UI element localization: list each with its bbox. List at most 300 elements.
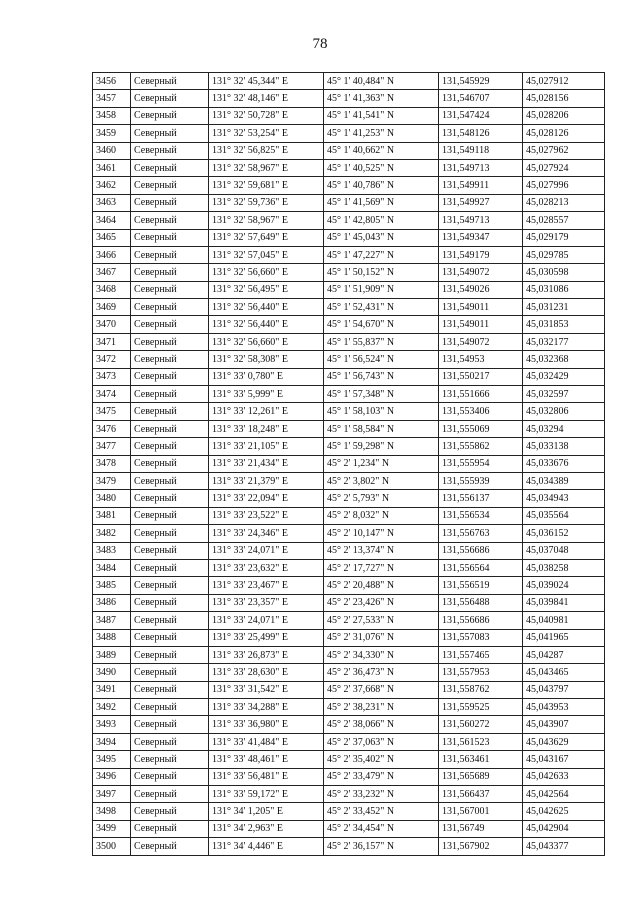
latitude-decimal-cell: 45,032806 <box>523 403 605 420</box>
longitude-decimal-cell: 131,549713 <box>439 159 523 176</box>
longitude-decimal-cell: 131,563461 <box>439 751 523 768</box>
longitude-decimal-cell: 131,545929 <box>439 73 523 90</box>
longitude-dms-cell: 131° 33' 34,288" E <box>209 699 324 716</box>
longitude-decimal-cell: 131,549118 <box>439 142 523 159</box>
point-number-cell: 3489 <box>93 646 131 663</box>
direction-cell: Северный <box>131 733 209 750</box>
point-number-cell: 3498 <box>93 803 131 820</box>
table-row <box>93 577 605 594</box>
longitude-decimal-cell: 131,556488 <box>439 594 523 611</box>
direction-cell: Северный <box>131 664 209 681</box>
longitude-dms-cell: 131° 32' 59,736" E <box>209 194 324 211</box>
longitude-decimal-cell: 131,557465 <box>439 646 523 663</box>
longitude-decimal-cell: 131,567001 <box>439 803 523 820</box>
point-number-cell: 3496 <box>93 768 131 785</box>
latitude-decimal-cell: 45,027962 <box>523 142 605 159</box>
latitude-decimal-cell: 45,042625 <box>523 803 605 820</box>
latitude-decimal-cell: 45,032368 <box>523 351 605 368</box>
longitude-dms-cell: 131° 33' 21,434" E <box>209 455 324 472</box>
latitude-dms-cell: 45° 2' 37,668" N <box>324 681 439 698</box>
latitude-decimal-cell: 45,043797 <box>523 681 605 698</box>
point-number-cell: 3466 <box>93 246 131 263</box>
direction-cell: Северный <box>131 838 209 855</box>
latitude-decimal-cell: 45,036152 <box>523 525 605 542</box>
longitude-decimal-cell: 131,549072 <box>439 333 523 350</box>
latitude-dms-cell: 45° 1' 55,837" N <box>324 333 439 350</box>
latitude-decimal-cell: 45,043953 <box>523 699 605 716</box>
table-row <box>93 281 605 298</box>
latitude-dms-cell: 45° 1' 45,043" N <box>324 229 439 246</box>
longitude-dms-cell: 131° 32' 57,045" E <box>209 246 324 263</box>
latitude-decimal-cell: 45,042904 <box>523 820 605 837</box>
table-row <box>93 368 605 385</box>
table-row <box>93 246 605 263</box>
latitude-dms-cell: 45° 2' 33,479" N <box>324 768 439 785</box>
longitude-decimal-cell: 131,556686 <box>439 612 523 629</box>
longitude-decimal-cell: 131,549911 <box>439 177 523 194</box>
direction-cell: Северный <box>131 681 209 698</box>
longitude-decimal-cell: 131,557083 <box>439 629 523 646</box>
direction-cell: Северный <box>131 316 209 333</box>
longitude-decimal-cell: 131,561523 <box>439 733 523 750</box>
point-number-cell: 3460 <box>93 142 131 159</box>
direction-cell: Северный <box>131 420 209 437</box>
direction-cell: Северный <box>131 594 209 611</box>
latitude-decimal-cell: 45,028156 <box>523 90 605 107</box>
direction-cell: Северный <box>131 264 209 281</box>
point-number-cell: 3492 <box>93 699 131 716</box>
latitude-decimal-cell: 45,042633 <box>523 768 605 785</box>
point-number-cell: 3485 <box>93 577 131 594</box>
table-row <box>93 664 605 681</box>
latitude-dms-cell: 45° 2' 27,533" N <box>324 612 439 629</box>
point-number-cell: 3459 <box>93 125 131 142</box>
longitude-dms-cell: 131° 33' 28,630" E <box>209 664 324 681</box>
longitude-decimal-cell: 131,549179 <box>439 246 523 263</box>
latitude-dms-cell: 45° 1' 40,484" N <box>324 73 439 90</box>
latitude-decimal-cell: 45,028206 <box>523 107 605 124</box>
direction-cell: Северный <box>131 629 209 646</box>
direction-cell: Северный <box>131 351 209 368</box>
longitude-dms-cell: 131° 32' 53,254" E <box>209 125 324 142</box>
table-row <box>93 559 605 576</box>
table-row <box>93 594 605 611</box>
point-number-cell: 3476 <box>93 420 131 437</box>
longitude-decimal-cell: 131,558762 <box>439 681 523 698</box>
latitude-dms-cell: 45° 2' 38,231" N <box>324 699 439 716</box>
latitude-decimal-cell: 45,028557 <box>523 212 605 229</box>
latitude-decimal-cell: 45,043907 <box>523 716 605 733</box>
latitude-dms-cell: 45° 2' 17,727" N <box>324 559 439 576</box>
table-row <box>93 194 605 211</box>
latitude-decimal-cell: 45,028126 <box>523 125 605 142</box>
table-row <box>93 820 605 837</box>
table-row <box>93 125 605 142</box>
latitude-dms-cell: 45° 2' 23,426" N <box>324 594 439 611</box>
longitude-dms-cell: 131° 32' 57,649" E <box>209 229 324 246</box>
latitude-dms-cell: 45° 1' 54,670" N <box>324 316 439 333</box>
longitude-dms-cell: 131° 33' 23,522" E <box>209 507 324 524</box>
longitude-decimal-cell: 131,551666 <box>439 386 523 403</box>
direction-cell: Северный <box>131 820 209 837</box>
direction-cell: Северный <box>131 803 209 820</box>
longitude-dms-cell: 131° 33' 36,980" E <box>209 716 324 733</box>
latitude-dms-cell: 45° 2' 1,234" N <box>324 455 439 472</box>
table-row <box>93 316 605 333</box>
longitude-decimal-cell: 131,549713 <box>439 212 523 229</box>
point-number-cell: 3465 <box>93 229 131 246</box>
latitude-dms-cell: 45° 1' 58,584" N <box>324 420 439 437</box>
latitude-dms-cell: 45° 2' 31,076" N <box>324 629 439 646</box>
longitude-decimal-cell: 131,549011 <box>439 299 523 316</box>
point-number-cell: 3475 <box>93 403 131 420</box>
longitude-decimal-cell: 131,555069 <box>439 420 523 437</box>
latitude-dms-cell: 45° 1' 58,103" N <box>324 403 439 420</box>
latitude-decimal-cell: 45,040981 <box>523 612 605 629</box>
direction-cell: Северный <box>131 386 209 403</box>
longitude-decimal-cell: 131,547424 <box>439 107 523 124</box>
table-row <box>93 768 605 785</box>
longitude-decimal-cell: 131,549072 <box>439 264 523 281</box>
table-row <box>93 107 605 124</box>
longitude-dms-cell: 131° 33' 22,094" E <box>209 490 324 507</box>
longitude-decimal-cell: 131,56749 <box>439 820 523 837</box>
latitude-dms-cell: 45° 1' 51,909" N <box>324 281 439 298</box>
latitude-dms-cell: 45° 2' 37,063" N <box>324 733 439 750</box>
longitude-dms-cell: 131° 32' 58,967" E <box>209 159 324 176</box>
longitude-decimal-cell: 131,555939 <box>439 472 523 489</box>
longitude-dms-cell: 131° 34' 4,446" E <box>209 838 324 855</box>
latitude-dms-cell: 45° 1' 56,524" N <box>324 351 439 368</box>
latitude-decimal-cell: 45,027912 <box>523 73 605 90</box>
latitude-decimal-cell: 45,032177 <box>523 333 605 350</box>
direction-cell: Северный <box>131 403 209 420</box>
latitude-decimal-cell: 45,04287 <box>523 646 605 663</box>
point-number-cell: 3495 <box>93 751 131 768</box>
direction-cell: Северный <box>131 542 209 559</box>
longitude-decimal-cell: 131,556534 <box>439 507 523 524</box>
direction-cell: Северный <box>131 699 209 716</box>
table-row <box>93 438 605 455</box>
point-number-cell: 3470 <box>93 316 131 333</box>
latitude-decimal-cell: 45,037048 <box>523 542 605 559</box>
direction-cell: Северный <box>131 716 209 733</box>
latitude-decimal-cell: 45,029785 <box>523 246 605 263</box>
longitude-decimal-cell: 131,556137 <box>439 490 523 507</box>
table-body <box>93 73 605 856</box>
point-number-cell: 3500 <box>93 838 131 855</box>
latitude-decimal-cell: 45,043377 <box>523 838 605 855</box>
table-row <box>93 73 605 90</box>
page-number: 78 <box>312 36 328 52</box>
point-number-cell: 3468 <box>93 281 131 298</box>
longitude-dms-cell: 131° 32' 50,728" E <box>209 107 324 124</box>
direction-cell: Северный <box>131 612 209 629</box>
table-row <box>93 629 605 646</box>
longitude-decimal-cell: 131,556686 <box>439 542 523 559</box>
direction-cell: Северный <box>131 177 209 194</box>
longitude-dms-cell: 131° 32' 56,825" E <box>209 142 324 159</box>
point-number-cell: 3469 <box>93 299 131 316</box>
point-number-cell: 3477 <box>93 438 131 455</box>
table-row <box>93 646 605 663</box>
table-row <box>93 542 605 559</box>
table-row <box>93 159 605 176</box>
table-row <box>93 142 605 159</box>
direction-cell: Северный <box>131 768 209 785</box>
longitude-decimal-cell: 131,549026 <box>439 281 523 298</box>
longitude-dms-cell: 131° 33' 21,379" E <box>209 472 324 489</box>
latitude-decimal-cell: 45,031853 <box>523 316 605 333</box>
point-number-cell: 3480 <box>93 490 131 507</box>
longitude-dms-cell: 131° 32' 56,440" E <box>209 316 324 333</box>
longitude-decimal-cell: 131,556763 <box>439 525 523 542</box>
point-number-cell: 3457 <box>93 90 131 107</box>
point-number-cell: 3473 <box>93 368 131 385</box>
latitude-dms-cell: 45° 1' 57,348" N <box>324 386 439 403</box>
latitude-dms-cell: 45° 2' 10,147" N <box>324 525 439 542</box>
latitude-decimal-cell: 45,038258 <box>523 559 605 576</box>
longitude-dms-cell: 131° 33' 25,499" E <box>209 629 324 646</box>
latitude-decimal-cell: 45,039024 <box>523 577 605 594</box>
latitude-dms-cell: 45° 2' 3,802" N <box>324 472 439 489</box>
longitude-dms-cell: 131° 33' 26,873" E <box>209 646 324 663</box>
latitude-dms-cell: 45° 2' 33,232" N <box>324 786 439 803</box>
latitude-dms-cell: 45° 1' 41,253" N <box>324 125 439 142</box>
table-row <box>93 733 605 750</box>
point-number-cell: 3494 <box>93 733 131 750</box>
latitude-decimal-cell: 45,029179 <box>523 229 605 246</box>
direction-cell: Северный <box>131 159 209 176</box>
longitude-dms-cell: 131° 33' 23,632" E <box>209 559 324 576</box>
longitude-dms-cell: 131° 34' 2,963" E <box>209 820 324 837</box>
table-row <box>93 351 605 368</box>
direction-cell: Северный <box>131 751 209 768</box>
latitude-dms-cell: 45° 2' 34,454" N <box>324 820 439 837</box>
longitude-decimal-cell: 131,549347 <box>439 229 523 246</box>
latitude-dms-cell: 45° 1' 41,569" N <box>324 194 439 211</box>
table-row <box>93 525 605 542</box>
table-row <box>93 803 605 820</box>
longitude-dms-cell: 131° 33' 24,071" E <box>209 612 324 629</box>
table-row <box>93 386 605 403</box>
longitude-dms-cell: 131° 33' 31,542" E <box>209 681 324 698</box>
table-row <box>93 490 605 507</box>
direction-cell: Северный <box>131 507 209 524</box>
table-row <box>93 786 605 803</box>
point-number-cell: 3497 <box>93 786 131 803</box>
table-row <box>93 681 605 698</box>
longitude-dms-cell: 131° 32' 56,440" E <box>209 299 324 316</box>
direction-cell: Северный <box>131 107 209 124</box>
longitude-dms-cell: 131° 33' 0,780" E <box>209 368 324 385</box>
point-number-cell: 3479 <box>93 472 131 489</box>
longitude-dms-cell: 131° 33' 18,248" E <box>209 420 324 437</box>
latitude-decimal-cell: 45,035564 <box>523 507 605 524</box>
longitude-decimal-cell: 131,565689 <box>439 768 523 785</box>
longitude-decimal-cell: 131,549011 <box>439 316 523 333</box>
longitude-dms-cell: 131° 32' 45,344" E <box>209 73 324 90</box>
direction-cell: Северный <box>131 368 209 385</box>
direction-cell: Северный <box>131 73 209 90</box>
direction-cell: Северный <box>131 577 209 594</box>
point-number-cell: 3491 <box>93 681 131 698</box>
latitude-dms-cell: 45° 1' 42,805" N <box>324 212 439 229</box>
longitude-dms-cell: 131° 32' 48,146" E <box>209 90 324 107</box>
table-row <box>93 612 605 629</box>
latitude-decimal-cell: 45,028213 <box>523 194 605 211</box>
longitude-dms-cell: 131° 32' 56,660" E <box>209 264 324 281</box>
latitude-dms-cell: 45° 1' 52,431" N <box>324 299 439 316</box>
latitude-dms-cell: 45° 1' 41,363" N <box>324 90 439 107</box>
point-number-cell: 3474 <box>93 386 131 403</box>
latitude-decimal-cell: 45,042564 <box>523 786 605 803</box>
direction-cell: Северный <box>131 212 209 229</box>
table-row <box>93 403 605 420</box>
longitude-dms-cell: 131° 33' 24,346" E <box>209 525 324 542</box>
latitude-decimal-cell: 45,027996 <box>523 177 605 194</box>
point-number-cell: 3490 <box>93 664 131 681</box>
latitude-decimal-cell: 45,030598 <box>523 264 605 281</box>
table-row <box>93 333 605 350</box>
point-number-cell: 3456 <box>93 73 131 90</box>
table-row <box>93 455 605 472</box>
point-number-cell: 3462 <box>93 177 131 194</box>
latitude-decimal-cell: 45,032429 <box>523 368 605 385</box>
longitude-decimal-cell: 131,546707 <box>439 90 523 107</box>
latitude-dms-cell: 45° 2' 5,793" N <box>324 490 439 507</box>
longitude-dms-cell: 131° 32' 58,308" E <box>209 351 324 368</box>
direction-cell: Северный <box>131 525 209 542</box>
latitude-dms-cell: 45° 2' 36,473" N <box>324 664 439 681</box>
latitude-dms-cell: 45° 1' 56,743" N <box>324 368 439 385</box>
longitude-decimal-cell: 131,553406 <box>439 403 523 420</box>
direction-cell: Северный <box>131 559 209 576</box>
latitude-dms-cell: 45° 2' 13,374" N <box>324 542 439 559</box>
table-row <box>93 420 605 437</box>
table-row <box>93 472 605 489</box>
longitude-dms-cell: 131° 32' 56,660" E <box>209 333 324 350</box>
longitude-decimal-cell: 131,566437 <box>439 786 523 803</box>
direction-cell: Северный <box>131 299 209 316</box>
point-number-cell: 3472 <box>93 351 131 368</box>
table-row <box>93 751 605 768</box>
longitude-decimal-cell: 131,560272 <box>439 716 523 733</box>
point-number-cell: 3483 <box>93 542 131 559</box>
table-row <box>93 177 605 194</box>
longitude-dms-cell: 131° 33' 41,484" E <box>209 733 324 750</box>
coordinates-table <box>92 72 605 856</box>
point-number-cell: 3481 <box>93 507 131 524</box>
latitude-decimal-cell: 45,034943 <box>523 490 605 507</box>
latitude-dms-cell: 45° 1' 50,152" N <box>324 264 439 281</box>
point-number-cell: 3486 <box>93 594 131 611</box>
longitude-decimal-cell: 131,556519 <box>439 577 523 594</box>
point-number-cell: 3488 <box>93 629 131 646</box>
table-row <box>93 229 605 246</box>
latitude-dms-cell: 45° 1' 59,298" N <box>324 438 439 455</box>
latitude-decimal-cell: 45,043465 <box>523 664 605 681</box>
latitude-decimal-cell: 45,033676 <box>523 455 605 472</box>
longitude-decimal-cell: 131,556564 <box>439 559 523 576</box>
point-number-cell: 3463 <box>93 194 131 211</box>
point-number-cell: 3482 <box>93 525 131 542</box>
table-row <box>93 212 605 229</box>
longitude-dms-cell: 131° 33' 56,481" E <box>209 768 324 785</box>
direction-cell: Северный <box>131 229 209 246</box>
table-row <box>93 264 605 281</box>
direction-cell: Северный <box>131 246 209 263</box>
latitude-dms-cell: 45° 2' 36,157" N <box>324 838 439 855</box>
longitude-dms-cell: 131° 32' 59,681" E <box>209 177 324 194</box>
longitude-dms-cell: 131° 32' 58,967" E <box>209 212 324 229</box>
latitude-dms-cell: 45° 2' 20,488" N <box>324 577 439 594</box>
direction-cell: Северный <box>131 90 209 107</box>
point-number-cell: 3461 <box>93 159 131 176</box>
latitude-decimal-cell: 45,032597 <box>523 386 605 403</box>
latitude-decimal-cell: 45,03294 <box>523 420 605 437</box>
latitude-dms-cell: 45° 1' 40,525" N <box>324 159 439 176</box>
table-row <box>93 699 605 716</box>
longitude-decimal-cell: 131,54953 <box>439 351 523 368</box>
longitude-dms-cell: 131° 33' 12,261" E <box>209 403 324 420</box>
longitude-decimal-cell: 131,555862 <box>439 438 523 455</box>
point-number-cell: 3493 <box>93 716 131 733</box>
point-number-cell: 3471 <box>93 333 131 350</box>
point-number-cell: 3499 <box>93 820 131 837</box>
latitude-dms-cell: 45° 1' 40,786" N <box>324 177 439 194</box>
point-number-cell: 3487 <box>93 612 131 629</box>
longitude-dms-cell: 131° 33' 23,357" E <box>209 594 324 611</box>
direction-cell: Северный <box>131 490 209 507</box>
point-number-cell: 3464 <box>93 212 131 229</box>
longitude-decimal-cell: 131,555954 <box>439 455 523 472</box>
direction-cell: Северный <box>131 125 209 142</box>
table-row <box>93 507 605 524</box>
longitude-decimal-cell: 131,548126 <box>439 125 523 142</box>
latitude-decimal-cell: 45,031231 <box>523 299 605 316</box>
latitude-decimal-cell: 45,043629 <box>523 733 605 750</box>
longitude-dms-cell: 131° 32' 56,495" E <box>209 281 324 298</box>
latitude-decimal-cell: 45,033138 <box>523 438 605 455</box>
table-row <box>93 299 605 316</box>
longitude-decimal-cell: 131,549927 <box>439 194 523 211</box>
direction-cell: Северный <box>131 786 209 803</box>
direction-cell: Северный <box>131 333 209 350</box>
latitude-dms-cell: 45° 2' 38,066" N <box>324 716 439 733</box>
direction-cell: Северный <box>131 455 209 472</box>
direction-cell: Северный <box>131 472 209 489</box>
latitude-dms-cell: 45° 2' 34,330" N <box>324 646 439 663</box>
longitude-decimal-cell: 131,550217 <box>439 368 523 385</box>
longitude-dms-cell: 131° 34' 1,205" E <box>209 803 324 820</box>
point-number-cell: 3458 <box>93 107 131 124</box>
latitude-dms-cell: 45° 1' 41,541" N <box>324 107 439 124</box>
latitude-dms-cell: 45° 2' 33,452" N <box>324 803 439 820</box>
latitude-decimal-cell: 45,034389 <box>523 472 605 489</box>
table-row <box>93 716 605 733</box>
table-row <box>93 838 605 855</box>
longitude-dms-cell: 131° 33' 23,467" E <box>209 577 324 594</box>
latitude-decimal-cell: 45,027924 <box>523 159 605 176</box>
latitude-decimal-cell: 45,039841 <box>523 594 605 611</box>
point-number-cell: 3484 <box>93 559 131 576</box>
point-number-cell: 3478 <box>93 455 131 472</box>
direction-cell: Северный <box>131 646 209 663</box>
direction-cell: Северный <box>131 194 209 211</box>
latitude-dms-cell: 45° 1' 40,662" N <box>324 142 439 159</box>
latitude-dms-cell: 45° 2' 8,032" N <box>324 507 439 524</box>
